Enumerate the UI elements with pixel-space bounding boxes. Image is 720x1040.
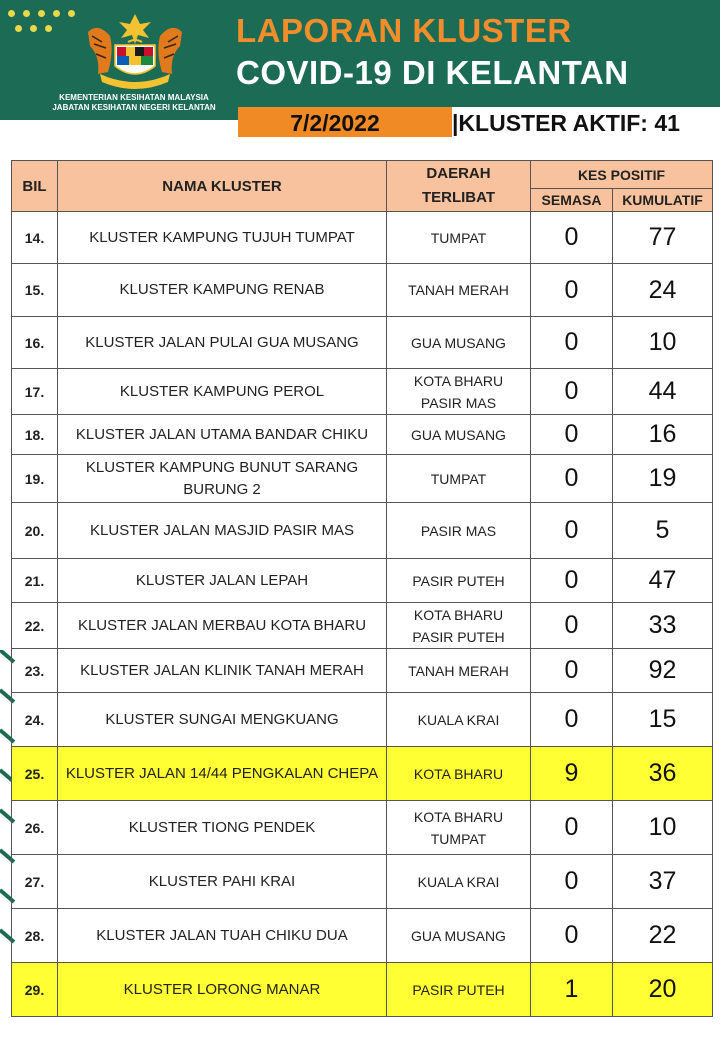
row-bil-line: 17. (24, 383, 45, 400)
row-daerah (387, 455, 531, 503)
row-semasa-line: 0 (564, 420, 579, 448)
row-bil-line: 25. (24, 765, 45, 782)
row-kumulatif-line: 44 (648, 377, 677, 405)
row-semasa (531, 264, 613, 317)
row-daerah-line: GUA MUSANG (411, 334, 506, 351)
header-daerah-line2: TERLIBAT (421, 189, 496, 206)
row-bil (12, 909, 58, 963)
row-semasa (531, 415, 613, 455)
row-bil (12, 603, 58, 649)
row-daerah (387, 603, 531, 649)
row-daerah (387, 693, 531, 747)
row-daerah (387, 264, 531, 317)
row-daerah (387, 649, 531, 693)
row-semasa-line: 0 (564, 611, 579, 639)
row-daerah (387, 503, 531, 559)
row-kumulatif (613, 503, 713, 559)
table-row (12, 603, 713, 649)
row-cluster-name-line: KLUSTER KAMPUNG BUNUT SARANG (85, 458, 359, 476)
row-cluster-name (58, 801, 387, 855)
row-daerah-line: KUALA KRAI (417, 711, 500, 728)
row-cluster-name (58, 317, 387, 369)
row-bil (12, 747, 58, 801)
table-row (12, 909, 713, 963)
row-kumulatif (613, 369, 713, 415)
header-daerah-line1: DAERAH (426, 165, 491, 182)
row-daerah-line: TUMPAT (430, 830, 487, 847)
row-cluster-name-line: KLUSTER SUNGAI MENGKUANG (105, 710, 339, 728)
row-cluster-name-line: BURUNG 2 (183, 480, 261, 498)
ministry-name (28, 93, 240, 113)
row-bil-line: 20. (24, 522, 45, 539)
row-bil-line: 27. (24, 873, 45, 890)
report-title: LAPORAN KLUSTER (236, 12, 572, 49)
row-daerah (387, 747, 531, 801)
row-daerah-line: TUMPAT (430, 470, 487, 487)
row-bil (12, 212, 58, 264)
row-daerah-line: PASIR MAS (420, 394, 497, 411)
row-semasa (531, 649, 613, 693)
row-kumulatif (613, 603, 713, 649)
row-bil (12, 415, 58, 455)
row-semasa (531, 963, 613, 1017)
row-daerah-line: KOTA BHARU (413, 606, 504, 623)
row-semasa-line: 0 (564, 921, 579, 949)
row-kumulatif (613, 747, 713, 801)
row-bil-line: 24. (24, 711, 45, 728)
row-kumulatif (613, 212, 713, 264)
row-bil-line: 16. (24, 334, 45, 351)
row-bil-line: 29. (24, 981, 45, 998)
row-bil (12, 369, 58, 415)
row-semasa-line: 0 (564, 464, 579, 492)
row-daerah (387, 212, 531, 264)
table-row (12, 693, 713, 747)
table-row (12, 369, 713, 415)
row-daerah (387, 369, 531, 415)
row-semasa-line: 0 (564, 566, 579, 594)
row-semasa (531, 855, 613, 909)
row-cluster-name (58, 503, 387, 559)
row-daerah (387, 909, 531, 963)
ministry-line-2: JABATAN KESIHATAN NEGERI KELANTAN (52, 103, 216, 112)
row-daerah (387, 855, 531, 909)
row-semasa (531, 693, 613, 747)
row-daerah-line: KOTA BHARU (413, 808, 504, 825)
row-kumulatif-line: 92 (648, 656, 677, 684)
row-daerah-line: KOTA BHARU (413, 765, 504, 782)
table-row (12, 415, 713, 455)
row-cluster-name-line: KLUSTER JALAN MERBAU KOTA BHARU (77, 616, 367, 634)
row-cluster-name-line: KLUSTER KAMPUNG PEROL (119, 382, 325, 400)
row-kumulatif (613, 693, 713, 747)
row-daerah (387, 317, 531, 369)
row-kumulatif-line: 24 (648, 275, 677, 304)
row-bil (12, 559, 58, 603)
row-kumulatif (613, 317, 713, 369)
row-kumulatif (613, 264, 713, 317)
row-kumulatif (613, 559, 713, 603)
row-cluster-name-line: KLUSTER JALAN TUAH CHIKU DUA (96, 926, 348, 944)
row-bil (12, 503, 58, 559)
table-row (12, 649, 713, 693)
row-bil (12, 455, 58, 503)
table-row (12, 559, 713, 603)
row-daerah-line: KUALA KRAI (417, 873, 500, 890)
cluster-table (11, 160, 713, 1017)
header-banner (0, 0, 720, 120)
row-cluster-name (58, 415, 387, 455)
coat-of-arms-logo (80, 12, 190, 90)
row-bil-line: 21. (24, 572, 45, 589)
row-cluster-name (58, 855, 387, 909)
row-semasa-line: 0 (564, 328, 579, 356)
row-kumulatif (613, 801, 713, 855)
row-bil (12, 693, 58, 747)
row-kumulatif (613, 455, 713, 503)
table-row (12, 455, 713, 503)
row-cluster-name-line: KLUSTER KAMPUNG RENAB (119, 281, 325, 298)
row-semasa (531, 212, 613, 264)
row-kumulatif-line: 10 (648, 813, 677, 841)
row-kumulatif (613, 963, 713, 1017)
table-row (12, 503, 713, 559)
row-cluster-name-line: KLUSTER PAHI KRAI (148, 872, 296, 890)
table-row (12, 747, 713, 801)
row-bil (12, 963, 58, 1017)
row-semasa (531, 909, 613, 963)
row-daerah (387, 963, 531, 1017)
row-bil-line: 26. (24, 819, 45, 836)
row-bil-line: 18. (24, 426, 45, 443)
row-cluster-name-line: KLUSTER TIONG PENDEK (128, 818, 316, 836)
row-semasa-line: 0 (564, 275, 579, 304)
row-kumulatif-line: 5 (655, 516, 670, 544)
row-semasa-line: 0 (564, 223, 579, 251)
row-bil (12, 264, 58, 317)
row-semasa-line: 0 (564, 813, 579, 841)
row-bil-line: 22. (24, 617, 45, 634)
table-row (12, 212, 713, 264)
row-bil (12, 649, 58, 693)
row-cluster-name-line: KLUSTER LORONG MANAR (123, 980, 321, 998)
row-cluster-name-line: KLUSTER JALAN KLINIK TANAH MERAH (80, 661, 364, 679)
row-cluster-name (58, 455, 387, 503)
row-semasa-line: 0 (564, 867, 579, 895)
row-cluster-name-line: KLUSTER JALAN MASJID PASIR MAS (90, 521, 354, 539)
row-cluster-name-line: KLUSTER JALAN 14/44 PENGKALAN CHEPA (65, 764, 379, 782)
row-kumulatif-line: 16 (648, 420, 677, 448)
row-cluster-name (58, 747, 387, 801)
table-row (12, 963, 713, 1017)
row-daerah-line: TANAH MERAH (408, 662, 509, 679)
report-date: 7/2/2022 (270, 107, 400, 137)
row-bil-line: 19. (24, 470, 45, 487)
row-bil (12, 855, 58, 909)
row-daerah-line: TUMPAT (430, 229, 487, 246)
row-semasa (531, 559, 613, 603)
row-cluster-name (58, 603, 387, 649)
row-kumulatif-line: 33 (648, 611, 677, 639)
row-cluster-name (58, 693, 387, 747)
row-kumulatif-line: 37 (648, 867, 677, 895)
row-bil-line: 28. (24, 927, 45, 944)
row-kumulatif-line: 20 (648, 975, 677, 1003)
row-semasa (531, 503, 613, 559)
row-kumulatif-line: 15 (648, 705, 677, 733)
row-cluster-name (58, 212, 387, 264)
row-kumulatif-line: 19 (648, 464, 677, 492)
row-kumulatif (613, 415, 713, 455)
row-kumulatif-line: 22 (648, 921, 677, 949)
row-daerah-line: PASIR PUTEH (412, 628, 505, 645)
row-daerah (387, 559, 531, 603)
row-bil (12, 801, 58, 855)
row-semasa-line: 1 (564, 975, 579, 1003)
row-semasa-line: 0 (564, 377, 579, 405)
table-row (12, 317, 713, 369)
row-daerah-line: TANAH MERAH (408, 282, 509, 298)
row-daerah-line: GUA MUSANG (411, 927, 506, 944)
header-bil: BIL (12, 161, 58, 212)
row-daerah-line: PASIR PUTEH (412, 572, 505, 589)
row-kumulatif (613, 649, 713, 693)
row-daerah-line: KOTA BHARU (413, 372, 504, 389)
row-bil-line: 14. (24, 229, 45, 246)
row-cluster-name-line: KLUSTER JALAN PULAI GUA MUSANG (85, 333, 359, 351)
row-semasa (531, 455, 613, 503)
table-row (12, 855, 713, 909)
row-semasa (531, 747, 613, 801)
row-cluster-name (58, 264, 387, 317)
row-semasa (531, 801, 613, 855)
report-subtitle: COVID-19 DI KELANTAN (236, 54, 629, 91)
row-kumulatif-line: 47 (648, 566, 677, 594)
row-cluster-name (58, 369, 387, 415)
row-kumulatif-line: 10 (648, 328, 677, 356)
row-kumulatif-line: 77 (648, 223, 677, 251)
row-semasa-line: 0 (564, 516, 579, 544)
row-daerah-line: PASIR MAS (420, 522, 497, 539)
table-row (12, 264, 713, 317)
header-kumulatif: KUMULATIF (613, 189, 713, 212)
header-kes-positif: KES POSITIF (531, 161, 713, 189)
row-daerah-line: GUA MUSANG (411, 426, 506, 443)
row-cluster-name-line: KLUSTER JALAN UTAMA BANDAR CHIKU (75, 425, 369, 443)
row-bil-line: 15. (24, 282, 45, 298)
row-daerah (387, 801, 531, 855)
header-daerah (387, 161, 531, 212)
row-cluster-name (58, 963, 387, 1017)
ministry-line-1: KEMENTERIAN KESIHATAN MALAYSIA (59, 93, 209, 102)
row-cluster-name-line: KLUSTER KAMPUNG TUJUH TUMPAT (89, 228, 355, 246)
row-cluster-name (58, 909, 387, 963)
row-semasa (531, 369, 613, 415)
active-cluster-count: |KLUSTER AKTIF: 41 (452, 107, 720, 137)
row-kumulatif (613, 909, 713, 963)
row-cluster-name (58, 559, 387, 603)
row-semasa (531, 317, 613, 369)
decorative-dots (6, 8, 76, 38)
header-nama-kluster: NAMA KLUSTER (58, 161, 387, 212)
row-kumulatif (613, 855, 713, 909)
header-semasa: SEMASA (531, 189, 613, 212)
row-cluster-name-line: KLUSTER JALAN LEPAH (135, 571, 309, 589)
row-semasa (531, 603, 613, 649)
row-bil (12, 317, 58, 369)
row-kumulatif-line: 36 (648, 759, 677, 787)
cluster-table-body (12, 212, 713, 1017)
row-daerah-line: PASIR PUTEH (412, 981, 505, 998)
row-semasa-line: 0 (564, 705, 579, 733)
row-semasa-line: 0 (564, 656, 579, 684)
row-daerah (387, 415, 531, 455)
table-row (12, 801, 713, 855)
row-cluster-name (58, 649, 387, 693)
row-bil-line: 23. (24, 662, 45, 679)
row-semasa-line: 9 (564, 759, 579, 787)
